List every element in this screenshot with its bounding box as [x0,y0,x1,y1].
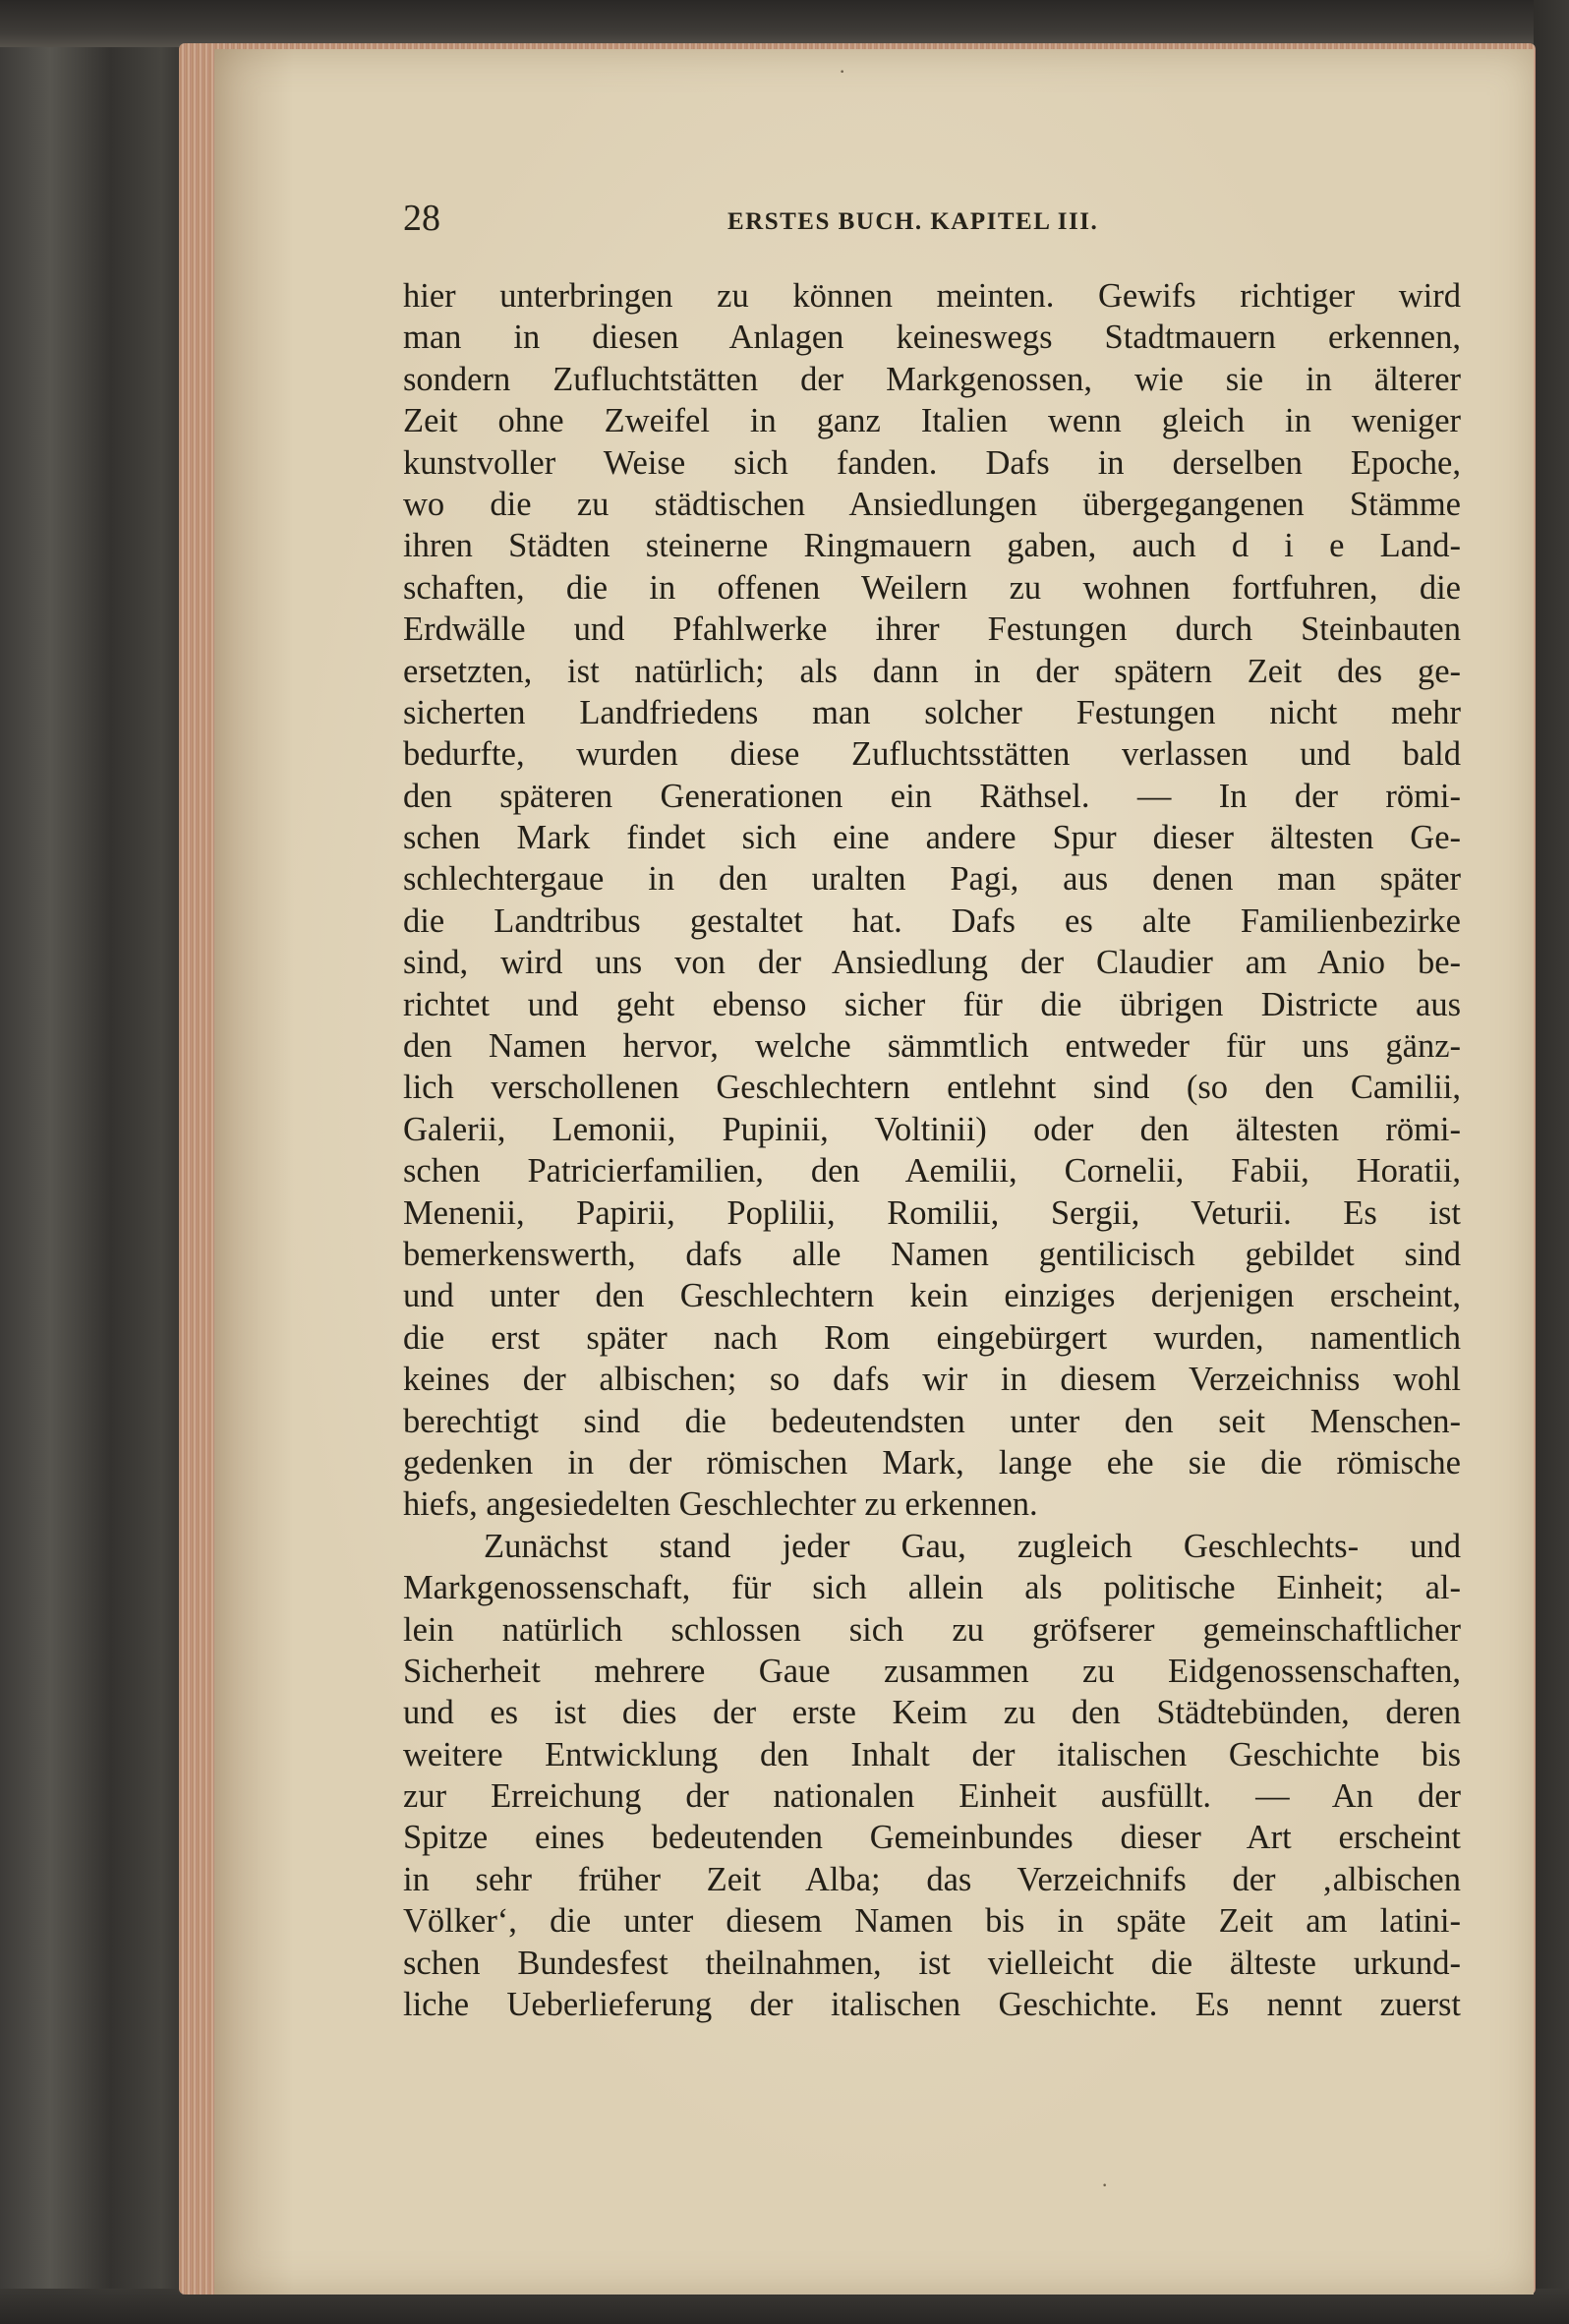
text-line: zur Erreichung der nationalen Einheit ausfüllt. — An der [403,1777,1461,1816]
book-cover-left [0,0,202,2324]
page-header [403,197,1455,246]
text-line: Zeit ohne Zweifel in ganz Italien wenn gleich in weniger [403,402,1461,440]
text-line: den späteren Generationen ein Räthsel. — In der römi- [403,777,1461,815]
ink-speck: · [839,59,846,84]
text-line: gedenken in der römischen Mark, lange ehe sie die römische [403,1443,1461,1482]
text-line: ersetzten, ist natürlich; als dann in der spätern Zeit des ge- [403,652,1461,690]
text-line: liche Ueberlieferung der italischen Geschichte. Es nennt zuerst [403,1986,1461,2024]
text-line: schen Mark findet sich eine andere Spur dieser ältesten Ge- [403,819,1461,857]
text-line: Markgenossenschaft, für sich allein als politische Einheit; al- [403,1569,1461,1607]
running-head: ERSTES BUCH. KAPITEL III. [727,208,1099,235]
page-number: 28 [403,198,440,239]
text-line: weitere Entwicklung den Inhalt der italischen Geschichte bis [403,1735,1461,1773]
text-line: hier unterbringen zu können meinten. Gewifs richtiger wird [403,277,1461,315]
text-line: ihren Städten steinerne Ringmauern gaben, auch d i e Land- [403,527,1461,565]
text-line: die Landtribus gestaltet hat. Dafs es alte Familienbezirke [403,901,1461,940]
text-line: schen Bundesfest theilnahmen, ist vielleicht die älteste urkund- [403,1944,1461,1982]
text-line: Galerii, Lemonii, Pupinii, Voltinii) oder den ältesten römi- [403,1110,1461,1148]
body-text [403,275,1461,2025]
text-line: schaften, die in offenen Weilern zu wohnen fortfuhren, die [403,568,1461,607]
text-line: berechtigt sind die bedeutendsten unter den seit Menschen- [403,1402,1461,1440]
text-line: schen Patricierfamilien, den Aemilii, Cornelii, Fabii, Horatii, [403,1152,1461,1191]
text-line: bemerkenswerth, dafs alle Namen gentilicisch gebildet sind [403,1235,1461,1273]
text-line: Sicherheit mehrere Gaue zusammen zu Eidgenossenschaften, [403,1652,1461,1690]
text-line: und es ist dies der erste Keim zu den Städtebünden, deren [403,1694,1461,1732]
text-line: Menenii, Papirii, Poplilii, Romilii, Sergii, Veturii. Es ist [403,1193,1461,1232]
text-line: sind, wird uns von der Ansiedlung der Claudier am Anio be- [403,944,1461,982]
text-line: bedurfte, wurden diese Zufluchtsstätten verlassen und bald [403,735,1461,774]
text-line: Erdwälle und Pfahlwerke ihrer Festungen durch Steinbauten [403,610,1461,649]
text-line: man in diesen Anlagen keineswegs Stadtmauern erkennen, [403,319,1461,357]
text-line: den Namen hervor, welche sämmtlich entweder für uns gänz- [403,1027,1461,1066]
text-line: kunstvoller Weise sich fanden. Dafs in derselben Epoche, [403,443,1461,482]
text-line: in sehr früher Zeit Alba; das Verzeichnifs der ‚albischen [403,1860,1461,1898]
text-line: lich verschollenen Geschlechtern entlehnt sind (so den Camilii, [403,1069,1461,1107]
text-line: sondern Zufluchtstätten der Markgenossen, wie sie in älterer [403,360,1461,398]
text-line: Spitze eines bedeutenden Gemeinbundes dieser Art erscheint [403,1819,1461,1857]
text-line: keines der albischen; so dafs wir in diesem Verzeichniss wohl [403,1361,1461,1399]
text-line: wo die zu städtischen Ansiedlungen übergegangenen Stämme [403,485,1461,523]
text-line: Zunächst stand jeder Gau, zugleich Geschlechts- und [484,1527,1461,1565]
book-cover-top [0,0,1569,47]
book-cover-right [1534,0,1569,2324]
text-line: die erst später nach Rom eingebürgert wurden, namentlich [403,1318,1461,1357]
text-line: lein natürlich schlossen sich zu gröfserer gemeinschaftlicher [403,1610,1461,1649]
text-line: richtet und geht ebenso sicher für die übrigen Districte aus [403,985,1461,1023]
text-line: sicherten Landfriedens man solcher Festungen nicht mehr [403,693,1461,731]
text-line: schlechtergaue in den uralten Pagi, aus denen man später [403,860,1461,899]
text-line: hiefs, angesiedelten Geschlechter zu erkennen. [403,1485,1038,1524]
text-line: Völker‘, die unter diesem Namen bis in späte Zeit am latini- [403,1902,1461,1941]
ink-speck: · [1101,2173,1109,2197]
text-line: und unter den Geschlechtern kein einziges derjenigen erscheint, [403,1277,1461,1315]
